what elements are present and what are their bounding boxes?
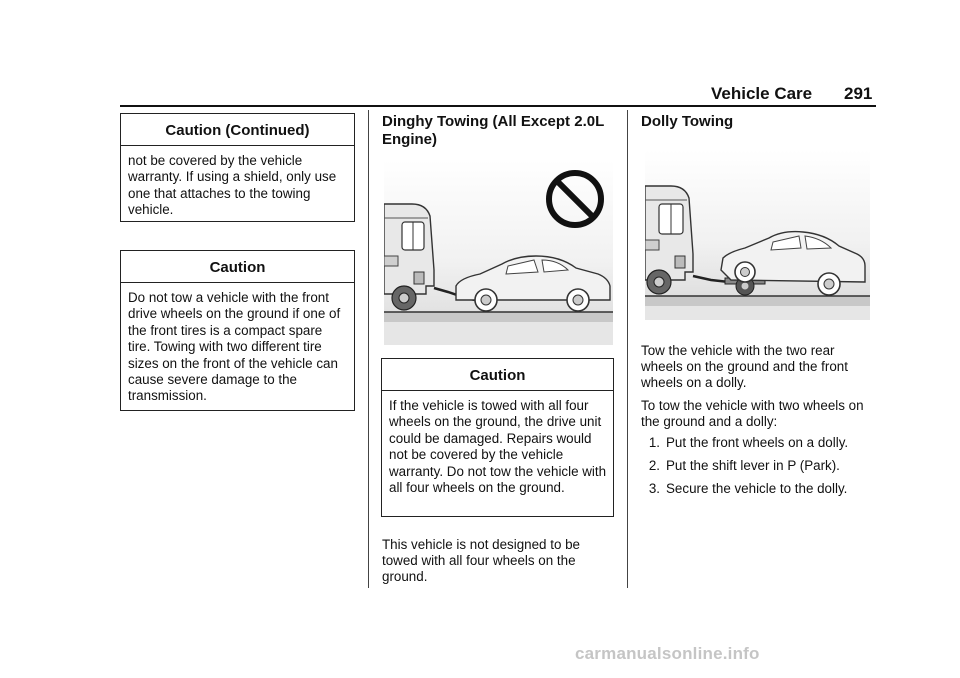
dinghy-towing-illustration (384, 160, 613, 345)
caution-title: Caution (Continued) (121, 114, 354, 146)
watermark: carmanualsonline.info (575, 644, 760, 663)
caution-continued-box (120, 113, 355, 222)
caution-text: not be covered by the vehicle warranty. If using a shield, only use one that attaches to the towing vehicle. (128, 153, 337, 218)
step-text: Put the front wheels on a dolly. (666, 435, 849, 450)
step-number: 2. (648, 458, 660, 473)
step-item (641, 458, 881, 474)
column-divider (368, 110, 369, 588)
caution-title: Caution (121, 251, 354, 283)
section-heading: Dolly Towing (641, 113, 734, 130)
section-heading: Dinghy Towing (All Except 2.0L Engine) (382, 113, 604, 148)
step-number: 3. (648, 481, 660, 496)
paragraph: Tow the vehicle with the two rear wheels on the ground and the front wheels on a dolly. (641, 343, 848, 390)
caution-box (381, 358, 614, 517)
step-number: 1. (648, 435, 660, 450)
paragraph: To tow the vehicle with two wheels on the ground and a dolly: (641, 398, 864, 429)
caution-title: Caution (382, 359, 613, 391)
section-title: Vehicle Care (711, 84, 813, 103)
dolly-towing-illustration (645, 150, 870, 320)
header-rule (120, 105, 876, 107)
prohibited-icon (544, 168, 606, 230)
caution-text: Do not tow a vehicle with the front drive wheels on the ground if one of the front tires is a compact spare tire. Towing with two different tire sizes on the front of the vehicle can cause severe damage to the transmission. (128, 290, 341, 404)
caution-text: If the vehicle is towed with all four wheels on the ground, the drive unit could be damaged. Repairs would not be covered by the vehicle warranty. Do not tow the vehicle with all four wheels on the ground. (389, 398, 607, 496)
step-text: Put the shift lever in P (Park). (666, 458, 840, 473)
step-item (641, 481, 881, 497)
paragraph: This vehicle is not designed to be towed with all four wheels on the ground. (382, 537, 581, 584)
caution-box (120, 250, 355, 411)
column-divider (627, 110, 628, 588)
page-number: 291 (844, 84, 873, 103)
step-item (641, 435, 881, 451)
step-text: Secure the vehicle to the dolly. (666, 481, 848, 496)
